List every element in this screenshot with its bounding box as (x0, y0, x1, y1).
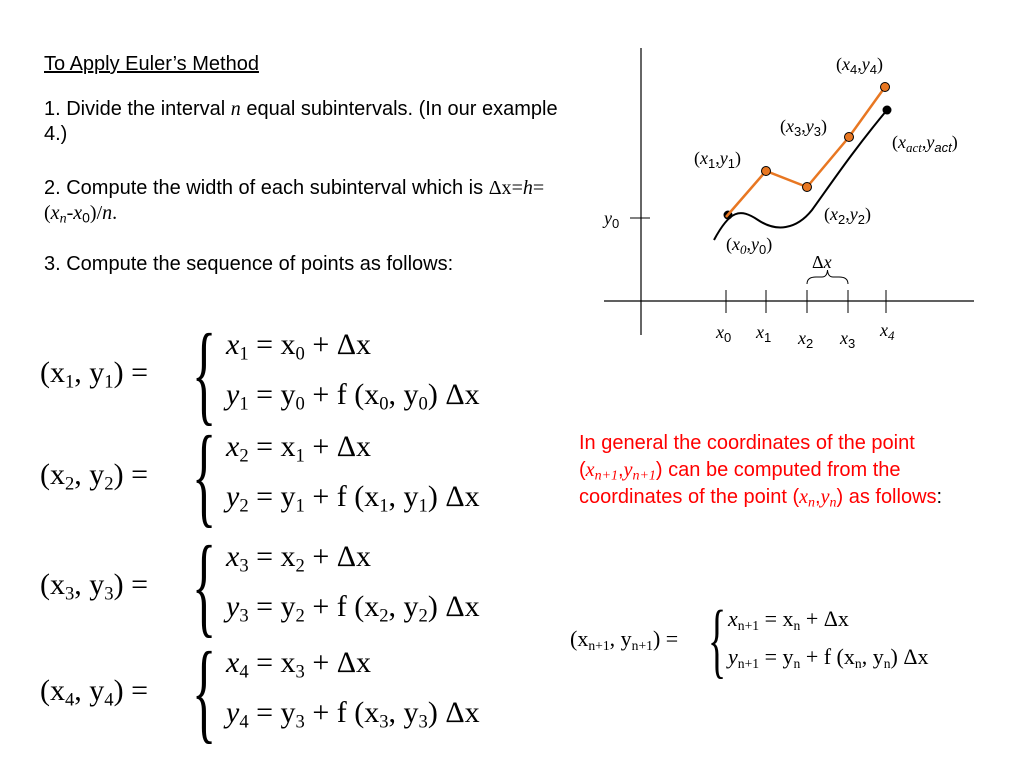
euler-point-3 (845, 133, 854, 142)
label-pact: $(x_{act},y_{act})$ (892, 132, 958, 155)
euler-point-4 (881, 83, 890, 92)
x1-label: $x_1$ (756, 322, 772, 345)
width-formula: $\Delta x=h=(x_n-x_0)/n$. (44, 177, 545, 227)
euler-path (726, 87, 885, 217)
x0-label: $x_0$ (716, 322, 732, 345)
y0-label: $y_0$ (604, 208, 620, 231)
x3-label: $x_3$ (840, 328, 856, 351)
step-1: 1. Divide the interval n equal subintervals. (In our example 4.) (44, 98, 558, 145)
actual-end-point (883, 106, 892, 115)
label-p4: $(x_4,y_4)$ (836, 54, 883, 77)
slide-title: To Apply Euler’s Method (44, 53, 259, 75)
label-p3: $(x_3,y_3)$ (780, 116, 827, 139)
step-2: 2. Compute the width of each subinterval which is $\Delta x=h=(x_n-x_0)/n$. (44, 177, 545, 227)
dx-brace (807, 270, 848, 284)
label-p2: $(x_2,y_2)$ (824, 204, 871, 227)
step-3: 3. Compute the sequence of points as follows: (44, 253, 454, 275)
dx-label: Δx (812, 252, 832, 272)
x2-label: $x_2$ (798, 328, 814, 351)
euler-diagram (590, 40, 990, 370)
euler-point-1 (762, 167, 771, 176)
general-note: In general the coordinates of the point $(x_{n+1},y_{n+1})$ can be computed from the coordinates of the point $(x_n,y_n)$ as follows: (579, 432, 943, 511)
label-p0: $(x_0,y_0)$ (726, 234, 773, 257)
x4-label: $x_4$ (880, 320, 895, 343)
euler-point-2 (803, 183, 812, 192)
label-p1: $(x_1,y_1)$ (694, 148, 741, 171)
